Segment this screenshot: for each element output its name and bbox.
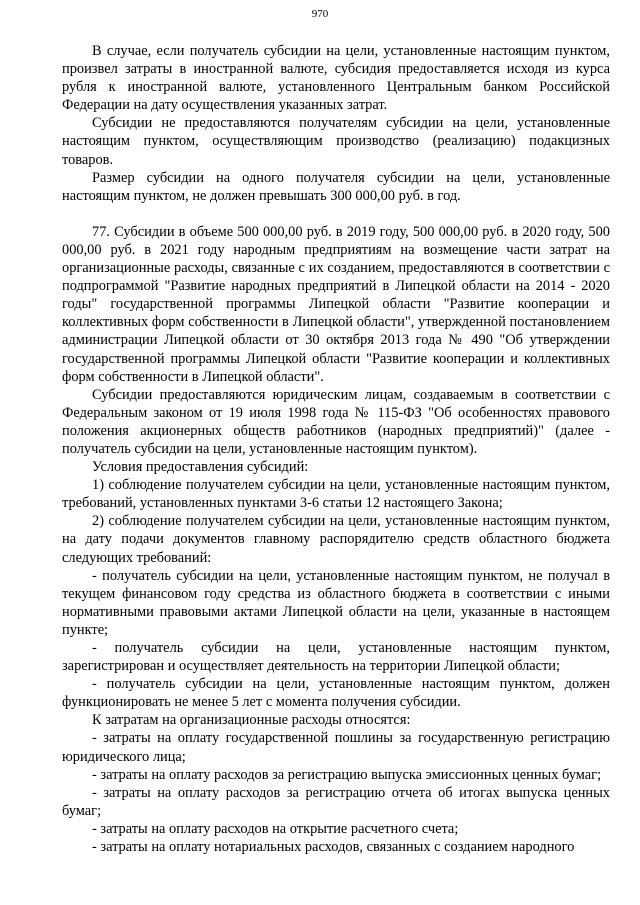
paragraph-requirement-registered: - получатель субсидии на цели, установленные настоящим пунктом, зарегистрирован и осуществляет деятельность на территории Липецкой области;	[62, 640, 610, 675]
paragraph-recipients: Субсидии предоставляются юридическим лицам, создаваемым в соответствии с Федеральным законом от 19 июля 1998 года № 115-ФЗ "Об особенностях правового положения акционерных обществ работников (народных предприятий)" (далее - получатель субсидии на цели, установленные настоящим пунктом).	[62, 386, 610, 457]
paragraph-expense-issue-report: - затраты на оплату расходов за регистрацию отчета об итогах выпуска ценных бумаг;	[62, 784, 610, 819]
document-body	[62, 42, 610, 856]
paragraph-subsidy-limit: Размер субсидии на одного получателя субсидии на цели, установленные настоящим пунктом, не должен превышать 300 000,00 руб. в год.	[62, 169, 610, 204]
paragraph-condition-1: 1) соблюдение получателем субсидии на цели, установленные настоящим пунктом, требований, установленных пунктами 3-6 статьи 12 настоящего Закона;	[62, 477, 610, 512]
paragraph-requirement-5-years: - получатель субсидии на цели, установленные настоящим пунктом, должен функционировать не менее 5 лет с момента получения субсидии.	[62, 676, 610, 711]
paragraph-excise-goods-exclusion: Субсидии не предоставляются получателям субсидии на цели, установленные настоящим пунктом, осуществляющим производство (реализацию) подакцизных товаров.	[62, 115, 610, 168]
paragraph-conditions-heading: Условия предоставления субсидий:	[92, 459, 309, 476]
paragraph-expense-securities-issue: - затраты на оплату расходов за регистрацию выпуска эмиссионных ценных бумаг;	[92, 766, 602, 783]
paragraph-foreign-currency: В случае, если получатель субсидии на цели, установленные настоящим пунктом, произвел затраты в иностранной валюте, субсидия предоставляется исходя из курса рубля к иностранной валюте, установленного Центральным банком Российской Федерации на дату осуществления указанных затрат.	[62, 43, 610, 114]
paragraph-requirement-no-other-funds: - получатель субсидии на цели, установленные настоящим пунктом, не получал в текущем финансовом году средства из областного бюджета в соответствии с иными нормативными правовыми актами Липецкой области на цели, указанные в настоящем пункте;	[62, 567, 610, 638]
paragraph-expense-state-duty: - затраты на оплату государственной пошлины за государственную регистрацию юридического лица;	[62, 730, 610, 765]
page-number: 970	[311, 8, 329, 20]
paragraph-expense-notary: - затраты на оплату нотариальных расходов, связанных с созданием народного	[92, 839, 575, 856]
paragraph-expense-bank-account: - затраты на оплату расходов на открытие расчетного счета;	[92, 820, 459, 837]
paragraph-condition-2: 2) соблюдение получателем субсидии на цели, установленные настоящим пунктом, на дату подачи документов главному распорядителю средств областного бюджета следующих требований:	[62, 513, 610, 566]
paragraph-expenses-heading: К затратам на организационные расходы относятся:	[92, 712, 411, 729]
paragraph-item-77: 77. Субсидии в объеме 500 000,00 руб. в 2019 году, 500 000,00 руб. в 2020 году, 500 000,00 руб. в 2021 году народным предприятиям на возмещение части затрат на организационные расходы, связанные с их созданием, предоставляются в соответствии с подпрограммой "Развитие народных предприятий в Липецкой области на 2014 - 2020 годы" государственной программы Липецкой области "Развитие кооперации и коллективных форм собственности в Липецкой области", утвержденной постановлением администрации Липецкой области от 30 октября 2013 года № 490 "Об утверждении государственной программы Липецкой области "Развитие кооперации и коллективных форм собственности в Липецкой области".	[62, 223, 610, 385]
